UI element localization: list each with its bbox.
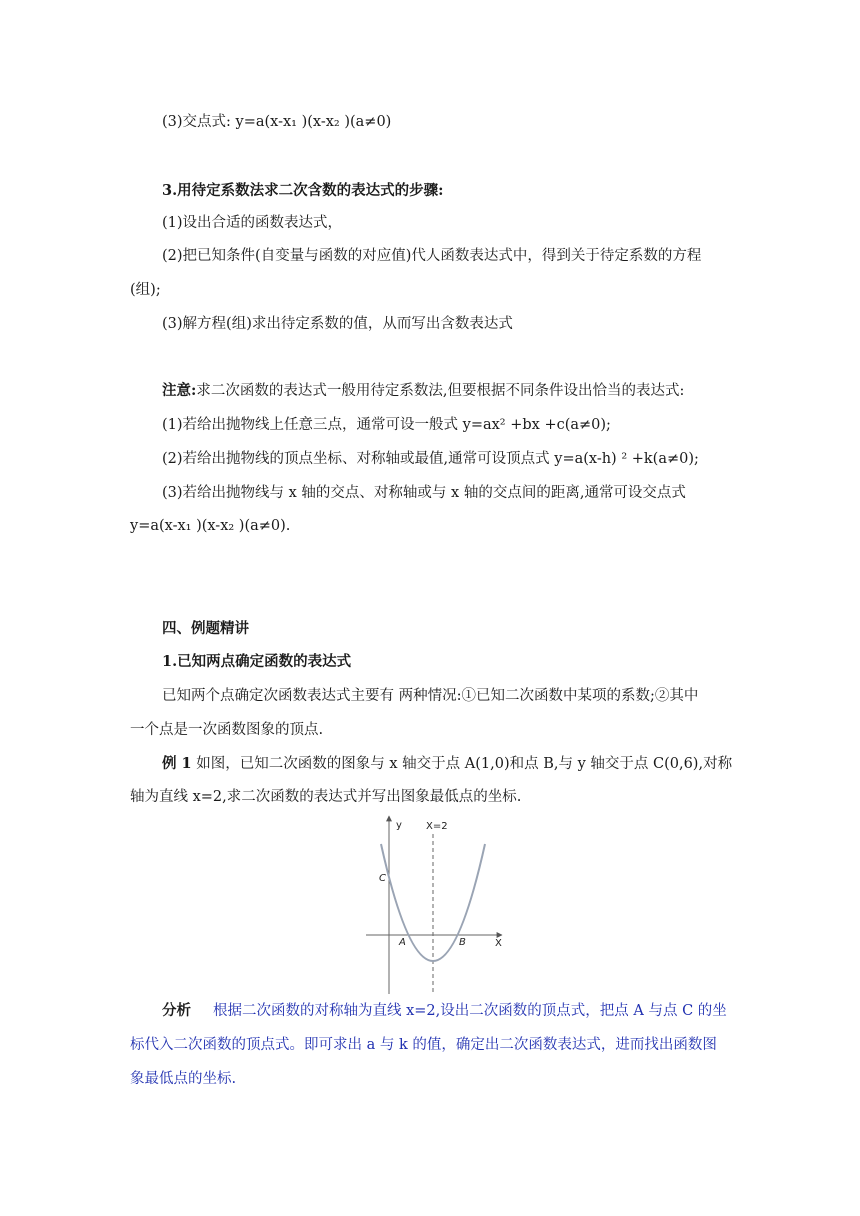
symmetry-axis-label: X=2 — [426, 821, 448, 832]
step-1: (1)设出合适的函数表达式， — [162, 215, 343, 231]
step-2-continuation: (组); — [130, 282, 161, 298]
x-axis-label: X — [495, 938, 502, 949]
y-axis-label: y — [396, 820, 402, 831]
example-1-paragraph: 例 1 如图，已知二次函数的图象与 x 轴交于点 A(1,0)和点 B,与 y 轴交于点 C(0,6),对称 — [162, 755, 733, 772]
note-item-2: (2)若给出抛物线的顶点坐标、对称轴或最值,通常可设顶点式 y=a(x-h) ² +k(a≠0); — [162, 451, 699, 467]
note-item-3: (3)若给出抛物线与 x 轴的交点、对称轴或与 x 轴的交点间的距离,通常可设交点式 — [162, 485, 686, 501]
example-1-continuation: 轴为直线 x=2,求二次函数的表达式并写出图象最低点的坐标. — [130, 789, 522, 805]
note-label: 注意: — [162, 382, 197, 399]
point-c-label: C — [379, 873, 386, 884]
step-2: (2)把已知条件(自变量与函数的对应值)代人函数表达式中，得到关于待定系数的方程 — [162, 248, 702, 264]
point-b-label: B — [459, 937, 466, 948]
intro-paragraph: 已知两个点确定次函数表达式主要有 两种情况:①已知二次函数中某项的系数;②其中 — [162, 688, 699, 704]
subheading-two-points: 1.已知两点确定函数的表达式 — [162, 653, 352, 670]
analysis-label: 分析 — [162, 1002, 191, 1019]
parabola-curve — [381, 844, 485, 961]
note-item-1: (1)若给出抛物线上任意三点，通常可设一般式 y=ax² +bx +c(a≠0); — [162, 417, 611, 433]
analysis-continuation-2: 象最低点的坐标. — [130, 1071, 237, 1087]
analysis-paragraph: 分析 根据二次函数的对称轴为直线 x=2,设出二次函数的顶点式，把点 A 与点 C 的坐 — [162, 1002, 727, 1019]
example-label: 例 1 — [162, 755, 192, 772]
point-a-label: A — [399, 937, 406, 948]
parabola-figure — [362, 812, 510, 994]
section-heading-examples: 四、例题精讲 — [162, 620, 249, 637]
formula-intercept-form: (3)交点式: y=a(x-x₁ )(x-x₂ )(a≠0) — [162, 114, 392, 130]
note-paragraph: 注意:求二次函数的表达式一般用待定系数法,但要根据不同条件设出恰当的表达式: — [162, 382, 685, 399]
note-item-3-continuation: y=a(x-x₁ )(x-x₂ )(a≠0). — [130, 518, 291, 534]
step-3: (3)解方程(组)求出待定系数的值，从而写出含数表达式 — [162, 316, 513, 332]
section-heading-steps: 3.用待定系数法求二次含数的表达式的步骤: — [162, 182, 444, 199]
analysis-continuation-1: 标代入二次函数的顶点式。即可求出 a 与 k 的值，确定出二次函数表达式，进而找出函数图 — [130, 1037, 717, 1053]
intro-paragraph-continuation: 一个点是一次函数图象的顶点. — [130, 722, 324, 738]
